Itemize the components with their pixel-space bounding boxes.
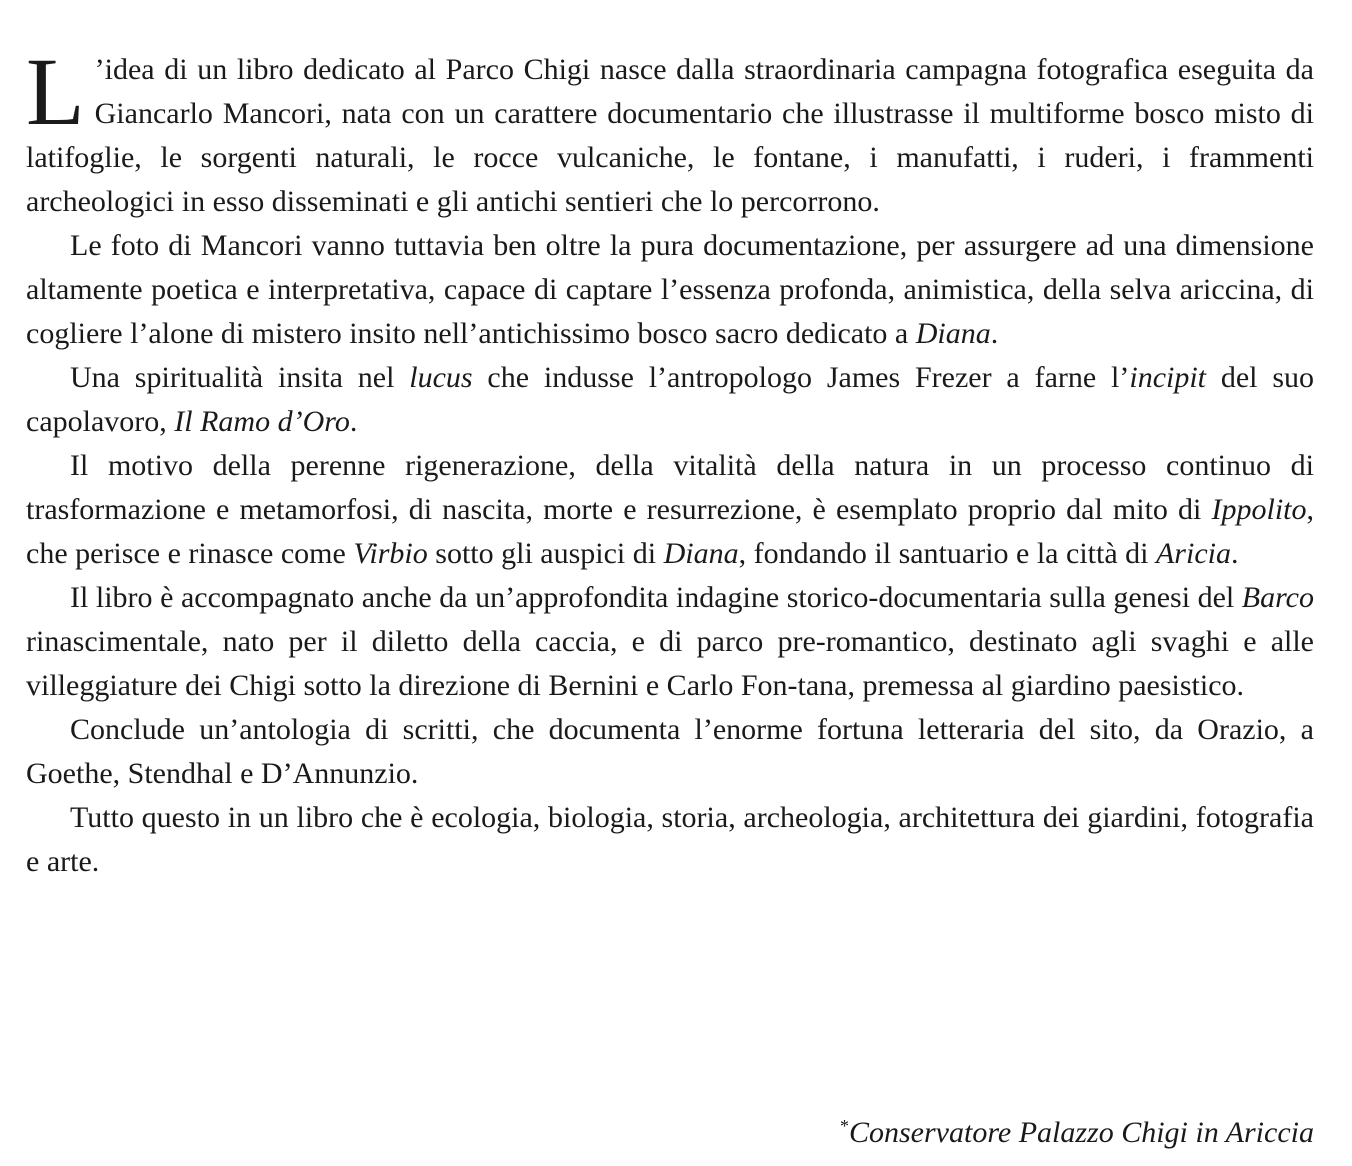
italic-text: Barco: [1241, 581, 1314, 614]
paragraph-1: [26, 38, 1314, 224]
text-segment: Il motivo della perenne rigenerazione, della vitalità della natura in un processo continuo di trasformazione e metamorfosi, di nascita, morte e resurrezione, è esemplato proprio dal mito di: [26, 449, 1314, 526]
text-segment: , fondando il santuario e la città di: [738, 537, 1156, 570]
text-segment: ’idea di un libro dedicato al Parco Chigi nasce dalla straordinaria campagna fotografica eseguita da Giancarlo Mancori, nata con un carattere documentario che illustrasse il multiforme bosco misto di latifoglie, le sorgenti naturali, le rocce vulcaniche, le fontane, i manufatti, i ruderi, i frammenti archeologici in esso disseminati e gli antichi sentieri che lo percorrono.: [26, 53, 1314, 218]
italic-text: Diana: [663, 537, 739, 570]
text-segment: .: [990, 317, 999, 350]
text-segment: Una spiritualità insita nel: [70, 361, 410, 394]
text-segment: rinascimentale, nato per il diletto della caccia, e di parco pre-romantico, destinato agli svaghi e alle villeggiature dei Chigi sotto la direzione di Bernini e Carlo Fon-tana, premessa al giardino paesistico.: [26, 625, 1314, 702]
text-segment: , che perisce e rinasce come: [26, 493, 1314, 570]
italic-text: incipit: [1129, 361, 1207, 394]
text-segment: .: [1230, 537, 1239, 570]
paragraph-6: [26, 708, 1314, 796]
italic-text: Virbio: [353, 537, 428, 570]
drop-cap: L: [26, 38, 85, 145]
text-segment: .: [349, 405, 358, 438]
paragraph-7: [26, 796, 1314, 884]
italic-text: lucus: [409, 361, 473, 394]
paragraph-5: [26, 576, 1314, 708]
text-segment: Il libro è accompagnato anche da un’approfondita indagine storico-documentaria sulla genesi del: [70, 581, 1242, 614]
text-segment: del suo capolavoro,: [26, 361, 1315, 438]
author-signature: [840, 1104, 1314, 1155]
text-segment: Conclude un’antologia di scritti, che documenta l’enorme fortuna letteraria del sito, da Orazio, a Goethe, Stendhal e D’Annunzio.: [26, 713, 1314, 790]
paragraph-3: [26, 356, 1314, 444]
text-segment: Tutto questo in un libro che è ecologia, biologia, storia, archeologia, architettura dei giardini, fotografia e arte.: [26, 801, 1314, 878]
paragraph-2: [26, 224, 1314, 356]
text-segment: sotto gli auspici di: [427, 537, 664, 570]
footnote-marker: *: [840, 1116, 849, 1136]
document-body: [26, 38, 1315, 884]
signature-text: Conservatore Palazzo Chigi in Ariccia: [849, 1116, 1314, 1149]
text-segment: che indusse l’antropologo James Frezer a farne l’: [472, 361, 1130, 394]
italic-text: Ippolito: [1211, 493, 1307, 526]
italic-text: Aricia: [1155, 537, 1231, 570]
italic-text: Diana: [915, 317, 991, 350]
text-segment: Le foto di Mancori vanno tuttavia ben oltre la pura documentazione, per assurgere ad una dimensione altamente poetica e interpretativa, capace di captare l’essenza profonda, animistica, della selva ariccina, di cogliere l’alone di mistero insito nell’antichissimo bosco sacro dedicato a: [26, 229, 1314, 350]
italic-text: Il Ramo d’Oro: [174, 405, 350, 438]
paragraph-4: [26, 444, 1314, 576]
